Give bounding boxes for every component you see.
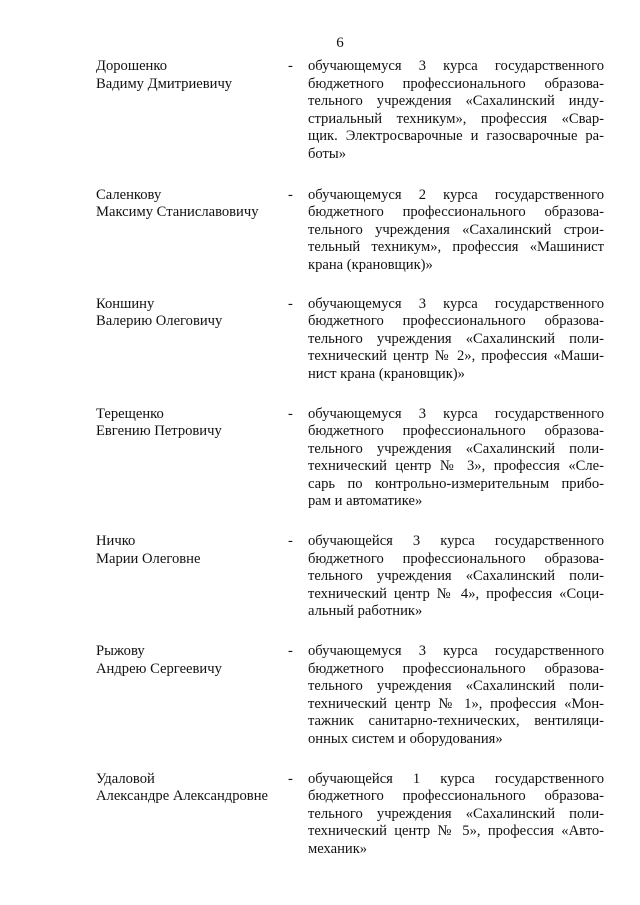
recipient-name	[96, 187, 286, 275]
description-line: тельного учреждения «Сахалинский инду-	[308, 93, 604, 110]
award-list	[96, 58, 616, 859]
description-line: боты»	[308, 145, 347, 162]
description-line: обучающемуся 3 курса государственного	[308, 405, 604, 422]
entry-dash: -	[288, 533, 293, 550]
description-line: онных систем и оборудования»	[308, 731, 503, 747]
recipient-name	[96, 643, 286, 749]
recipient-description	[308, 58, 604, 164]
entry-dash: -	[288, 643, 293, 660]
entry-dash: -	[288, 295, 293, 312]
recipient-given-names: Вадиму Дмитриевичу	[96, 75, 233, 92]
recipient-surname: Рыжову	[96, 643, 145, 660]
list-entry	[96, 58, 616, 164]
description-line: обучающейся 1 курса государственного	[308, 770, 604, 787]
description-line: тажник санитарно-технических, вентиляци-	[308, 713, 604, 730]
recipient-name	[96, 296, 286, 384]
recipient-given-names: Валерию Олеговичу	[96, 313, 223, 330]
recipient-surname: Саленкову	[96, 186, 162, 203]
description-line: сарь по контрольно-измерительным прибо-	[308, 475, 604, 492]
recipient-name	[96, 406, 286, 512]
recipient-description	[308, 296, 604, 384]
recipient-surname: Коншину	[96, 295, 155, 312]
description-line: бюджетного профессионального образова-	[308, 423, 604, 440]
description-line: щик. Электросварочные и газосварочные ра-	[308, 128, 604, 145]
recipient-given-names: Андрею Сергеевичу	[96, 660, 222, 677]
recipient-given-names: Марии Олеговне	[96, 550, 201, 567]
list-entry	[96, 406, 616, 512]
description-line: обучающейся 3 курса государственного	[308, 533, 604, 550]
description-line: тельного учреждения «Сахалинский поли-	[308, 678, 604, 695]
description-line: тельный техникум», профессия «Машинист	[308, 239, 604, 256]
recipient-given-names: Евгению Петровичу	[96, 423, 222, 440]
description-line: тельного учреждения «Сахалинский строи-	[308, 221, 604, 238]
description-line: бюджетного профессионального образова-	[308, 313, 604, 330]
description-line: нист крана (крановщик)»	[308, 365, 465, 382]
description-line: тельного учреждения «Сахалинский поли-	[308, 330, 604, 347]
entry-dash: -	[288, 186, 293, 203]
description-line: технический центр № 4», профессия «Соци-	[308, 585, 604, 602]
page-number: 6	[336, 35, 344, 51]
description-line: крана (крановщик)»	[308, 256, 433, 273]
recipient-description	[308, 406, 604, 512]
recipient-surname: Удаловой	[96, 770, 155, 787]
recipient-given-names: Александре Александровне	[96, 788, 268, 805]
recipient-description	[308, 771, 604, 859]
recipient-description	[308, 643, 604, 749]
description-line: бюджетного профессионального образова-	[308, 550, 604, 567]
list-entry	[96, 771, 616, 859]
description-line: технический центр № 2», профессия «Маши-	[308, 348, 604, 365]
description-line: обучающемуся 3 курса государственного	[308, 58, 604, 74]
list-entry	[96, 643, 616, 749]
description-line: технический центр № 1», профессия «Мон-	[308, 695, 604, 712]
recipient-surname: Дорошенко	[96, 58, 168, 74]
description-line: альный работник»	[308, 603, 423, 620]
recipient-name	[96, 533, 286, 621]
recipient-name	[96, 771, 286, 859]
description-line: механик»	[308, 840, 368, 857]
entry-dash: -	[288, 770, 293, 787]
entry-dash: -	[288, 58, 293, 74]
description-line: технический центр № 3», профессия «Сле-	[308, 458, 604, 475]
recipient-name	[96, 58, 286, 164]
description-line: стриальный техникум», профессия «Свар-	[308, 110, 604, 127]
recipient-surname: Ничко	[96, 533, 136, 550]
recipient-surname: Терещенко	[96, 405, 164, 422]
description-line: бюджетного профессионального образова-	[308, 204, 604, 221]
list-entry	[96, 187, 616, 275]
list-entry	[96, 533, 616, 621]
description-line: технический центр № 5», профессия «Авто-	[308, 823, 604, 840]
description-line: обучающемуся 2 курса государственного	[308, 186, 604, 203]
description-line: тельного учреждения «Сахалинский поли-	[308, 568, 604, 585]
description-line: обучающемуся 3 курса государственного	[308, 295, 604, 312]
description-line: тельного учреждения «Сахалинский поли-	[308, 440, 604, 457]
description-line: бюджетного профессионального образова-	[308, 75, 604, 92]
entry-dash: -	[288, 405, 293, 422]
recipient-description	[308, 533, 604, 621]
recipient-given-names: Максиму Станиславовичу	[96, 204, 259, 221]
description-line: обучающемуся 3 курса государственного	[308, 643, 604, 660]
description-line: бюджетного профессионального образова-	[308, 788, 604, 805]
list-entry	[96, 296, 616, 384]
description-line: тельного учреждения «Сахалинский поли-	[308, 805, 604, 822]
description-line: бюджетного профессионального образова-	[308, 660, 604, 677]
recipient-description	[308, 187, 604, 275]
description-line: рам и автоматике»	[308, 493, 423, 510]
